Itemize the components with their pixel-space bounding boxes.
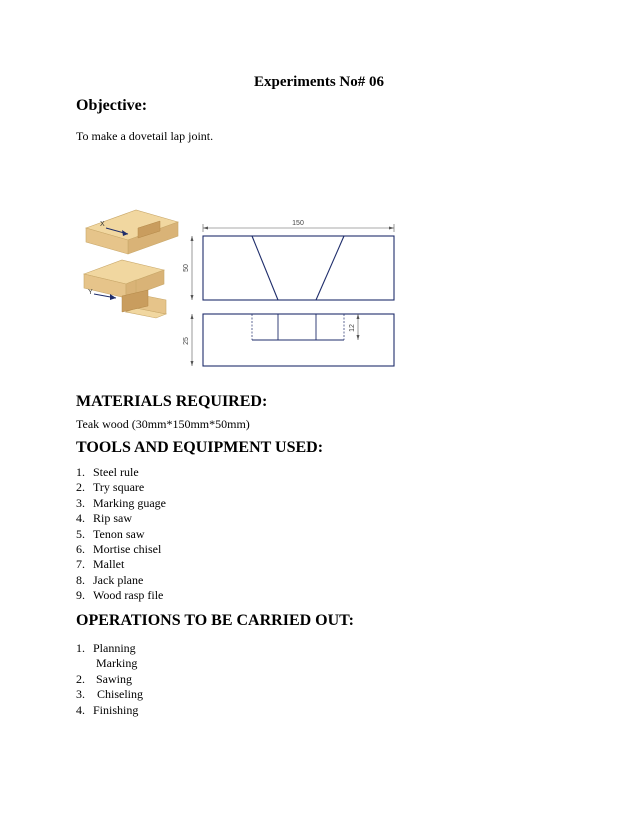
- objective-text: To make a dovetail lap joint.: [76, 129, 214, 143]
- objective-heading: Objective:: [76, 97, 148, 114]
- list-item: 1. Steel rule: [76, 465, 139, 479]
- top-view: [183, 220, 394, 300]
- list-item: 7. Mallet: [76, 557, 125, 572]
- materials-text: Teak wood (30mm*150mm*50mm): [76, 417, 250, 431]
- label-y: Y: [88, 289, 93, 296]
- list-item: 2. Sawing: [76, 671, 132, 686]
- dim-12: 12: [349, 324, 356, 332]
- operations-heading: OPERATIONS TO BE CARRIED OUT:: [76, 612, 354, 629]
- list-item: 3. Marking guage: [76, 495, 166, 510]
- list-item: 6. Mortise chisel: [76, 542, 162, 557]
- wood-piece-x: [86, 210, 178, 254]
- list-item: 5. Tenon saw: [76, 526, 145, 541]
- list-item: 4. Finishing: [76, 702, 139, 717]
- dim-25: 25: [183, 337, 190, 345]
- list-item: 2. Try square: [76, 480, 145, 495]
- list-item: 1. Planning: [76, 641, 136, 655]
- list-item: 3. Chiseling: [76, 687, 144, 702]
- label-x: X: [100, 221, 105, 228]
- tools-heading: TOOLS AND EQUIPMENT USED:: [76, 439, 324, 456]
- wood-piece-y: [84, 260, 166, 318]
- materials-heading: MATERIALS REQUIRED:: [76, 393, 268, 410]
- dovetail-joint-figure: [76, 200, 396, 375]
- joint-drawing: [76, 200, 396, 375]
- dim-150: 150: [292, 220, 304, 227]
- operations-list: [76, 641, 143, 718]
- list-item: 9. Wood rasp file: [76, 588, 164, 603]
- front-view: [183, 314, 394, 366]
- list-item: Marking: [96, 656, 138, 671]
- tools-list: [76, 465, 166, 604]
- list-item: 8. Jack plane: [76, 572, 144, 587]
- dim-50: 50: [183, 264, 190, 272]
- document-title: Experiments No# 06: [254, 74, 384, 90]
- list-item: 4. Rip saw: [76, 511, 132, 526]
